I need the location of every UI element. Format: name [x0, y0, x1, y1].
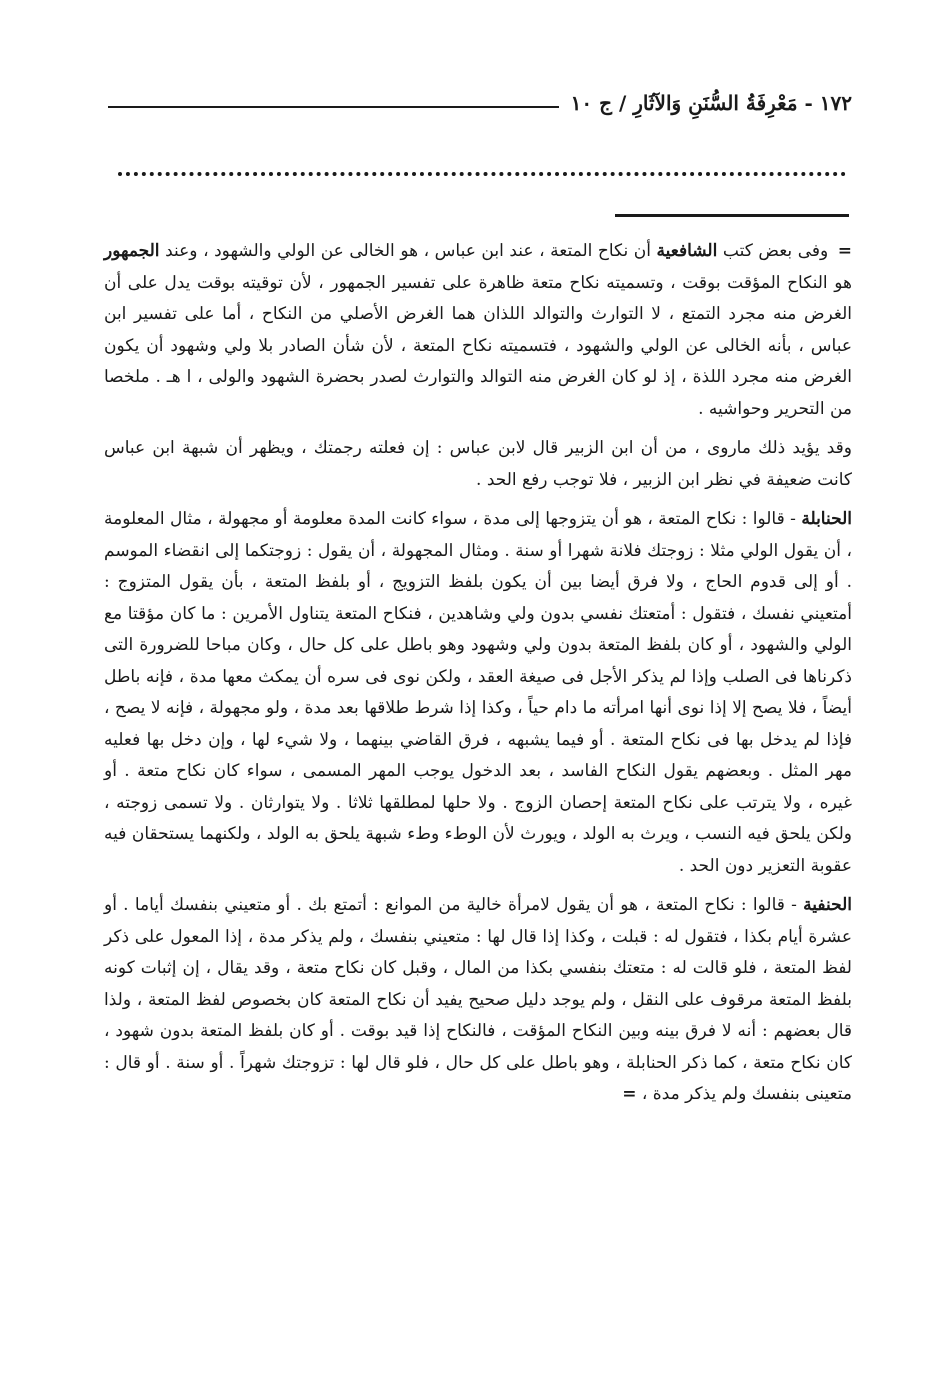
paragraph-text: وقد يؤيد ذلك ماروى ، من أن ابن الزبير قال لابن عباس : إن فعلته رجمتك ، ويظهر أن شبهة ابن عباس كانت ضعيفة في نظر ابن الزبير ، فلا توجب رفع الحد .: [104, 438, 852, 490]
paragraph-ibn-zubair: [104, 433, 852, 496]
paragraph-text: أن نكاح المتعة ، عند ابن عباس ، هو الخالى عن الولي والشهود ، وعند: [165, 241, 651, 261]
dotted-separator: [118, 172, 846, 176]
continuation-mark: =: [622, 1084, 637, 1104]
paragraph-text: هو النكاح المؤقت بوقت ، وتسميته نكاح متعة ظاهرة على تفسير الجمهور ، لأن توقيته بوقت يدل على أن الغرض منه مجرد التمتع ، لا التوارث والتوالد اللذان هما الغرض الأصلي من النكاح ، أما على تفسير ابن عباس ، بأنه الخالى عن الولي والشهود ، فتسميته نكاح المتعة ، لأن شأن الصادر بلا ولي وشهود أن يكون الغرض منه مجرد اللذة ، إذ لو كان الغرض منه التوالد والتوارث لصدر بحضرة الشهود والولى ، ا هـ . ملخصا من التحرير وحواشيه .: [104, 272, 852, 419]
paragraph-text: - قالوا : نكاح المتعة ، هو أن يقول لامرأة خالية من الموانع : أتمتع بك . أو متعيني بنفسك أياما . أو عشرة أيام بكذا ، فتقول له : قبلت ، وكذا إذا قال لها : متعيني بنفسك ، ولم يذكر مدة ، إذا المعول على ذكر لفظ المتعة ، فلو قالت له : متعتك بنفسي بكذا من المال ، وقبل كان نكاح متعة ، وقد يقال ، إن إثبات كونه بلفظ المتعة مرقوف على النقل ، ولم يوجد دليل صحيح يفيد أن نكاح المتعة كان بخصوص لفظ المتعة ، ولذا قال بعضهم : أنه لا فرق بينه وبين النكاح المؤقت ، فالنكاح إذا قيد بوقت . أو كان بلفظ المتعة بدون شهود ، كان نكاح متعة ، كما ذكر الحنابلة ، وهو باطل على كل حال ، فلو قال لها : تزوجتك شهراً . أو سنة . أو قال : متعينى بنفسك ولم يذكر مدة ،: [104, 895, 852, 1104]
paragraph-hanbali: [104, 504, 852, 882]
header-rule: [108, 106, 559, 108]
page-header-title: ١٧٢ - مَعْرِفَةُ السُّنَنِ وَالآثَارِ / ج ١٠: [570, 91, 852, 115]
paragraph-hanafi: [104, 890, 852, 1111]
school-name-hanafi: الحنفية: [803, 895, 852, 915]
paragraph-text: وفى بعض كتب: [722, 241, 829, 261]
paragraph-shafii: [104, 236, 852, 425]
paragraph-text: - قالوا : نكاح المتعة ، هو أن يتزوجها إلى مدة ، سواء كانت المدة معلومة أو مجهولة ، مثال المعلومة ، أن يقول الولي مثلا : زوجتك فلانة شهرا أو سنة . ومثال المجهولة ، أن يقول : زوجتكما إلى انقضاء الموسم . أو إلى قدوم الحاج ، ولا فرق أيضا بين أن يكون بلفظ التزويج ، أو بلفظ المتعة ، بأن يقول المتزوج : أمتعيني نفسك ، فتقول : أمتعتك نفسي بدون ولي وشاهدين ، فنكاح المتعة يتناول الأمرين : ما كان مؤقتا مع الولي والشهود ، أو كان بلفظ المتعة بدون ولي وشهود وهو باطل على كل حال ، وكان مباحا للضرورة التى ذكرناها فى الصلب وإذا لم يذكر الأجل فى صيغة العقد ، ولكن نوى فى سره أن يمكث معها مدة ، فإنه باطل أيضاً ، فلا يصح إلا إذا نوى أنها امرأته ما دام حياً ، وكذا إذا شرط طلاقها بعد مدة ، ولو مجهولة ، فإنه لا يصح ، فإذا لم يدخل بها فى نكاح المتعة . أو فيما يشبهه ، فرق القاضي بينهما ، ولا شيء لها ، وإن دخل بها فعليه مهر المثل . وبعضهم يقول النكاح الفاسد ، بعد الدخول يوجب المهر المسمى ، سواء كان نكاح متعة . أو غيره ، ولا يترتب على نكاح المتعة إحصان الزوج . ولا حلها لمطلقها ثلاثا . ولا يتوارثان . ولا تسمى زوجته ، ولكن يلحق فيه النسب ، ويرث به الولد ، ويورث لأن الوطء وطء شبهة يلحق به الولد ، ولكنهما يستحقان فيه عقوبة التعزير دون الحد .: [104, 509, 852, 876]
school-name-shafii: الشافعية: [656, 241, 718, 261]
continuation-mark: =: [837, 241, 853, 261]
term-jumhur: الجمهور: [104, 241, 160, 261]
school-name-hanbali: الحنابلة: [801, 509, 852, 529]
footnote-body: [104, 236, 852, 1119]
footnote-rule: [615, 214, 849, 217]
running-header: [108, 86, 852, 120]
